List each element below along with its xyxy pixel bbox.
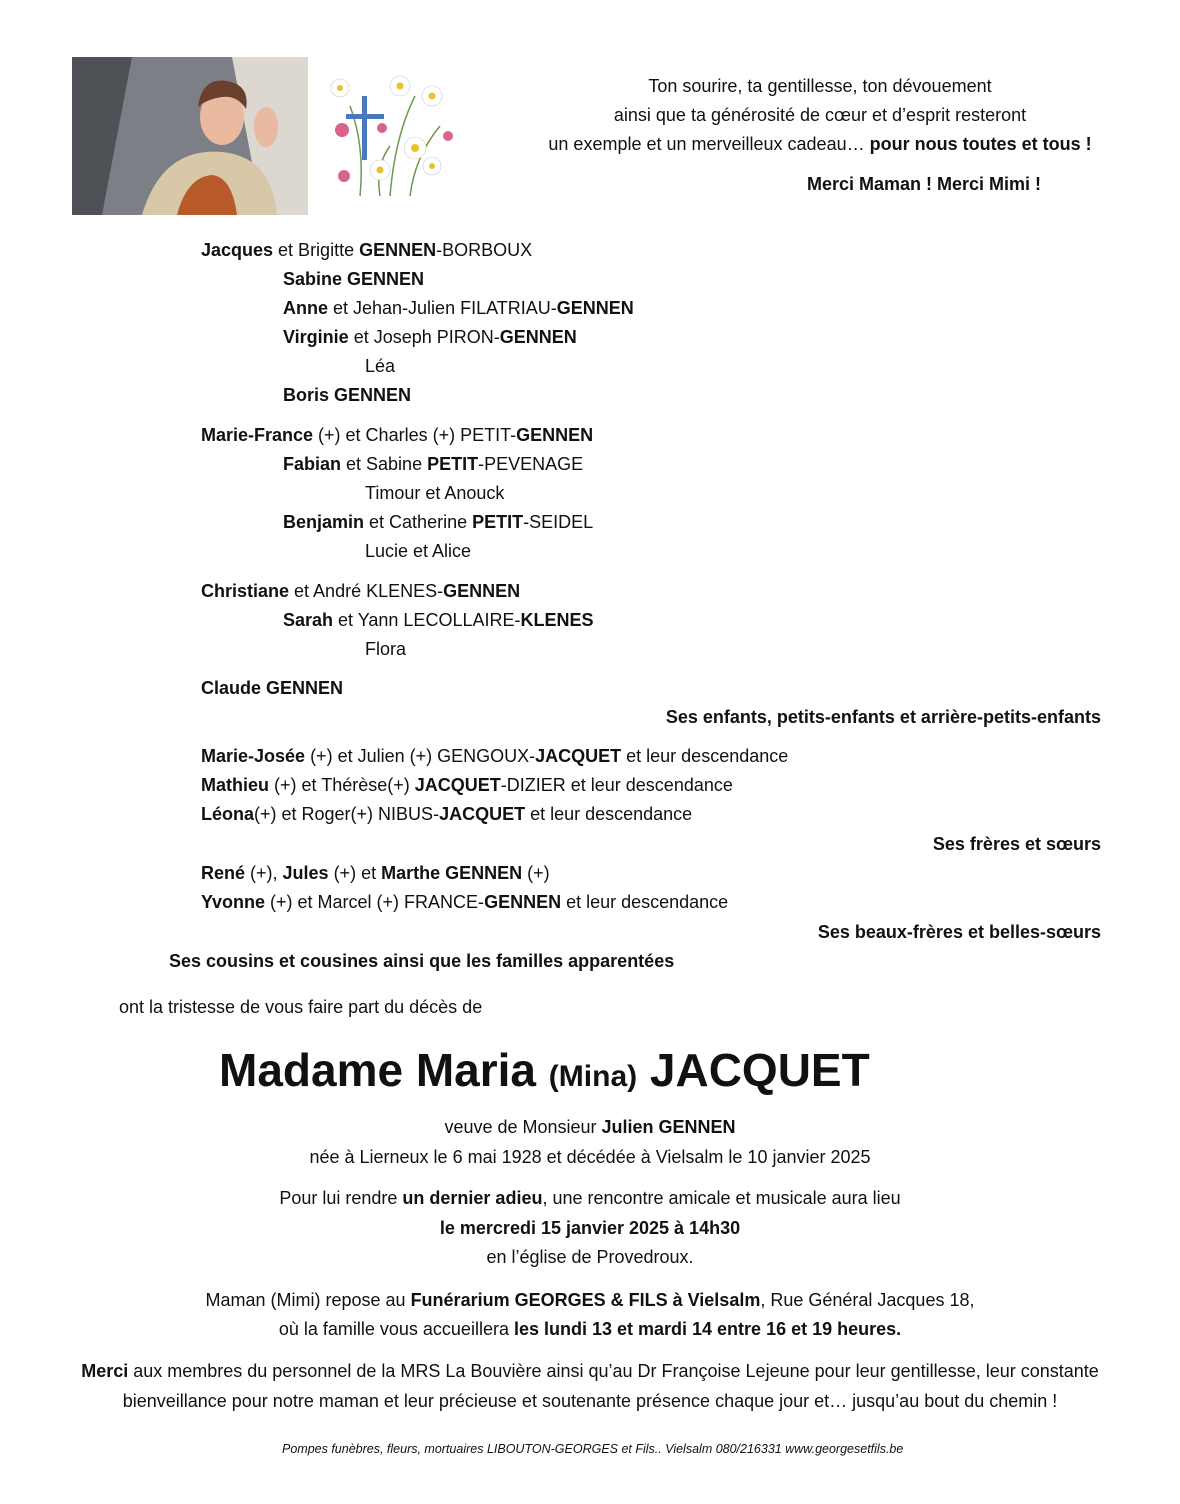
thanks-line-2: bienveillance pour notre maman et leur précieuse et soutenante présence chaque jour et… jusqu’au bout du chemin ! (122, 1391, 1058, 1411)
ceremony-place: en l’église de Provedroux. (486, 1247, 694, 1267)
family-line: Virginie et Joseph PIRON-GENNEN (283, 327, 577, 347)
cousins-line: Ses cousins et cousines ainsi que les familles apparentées (169, 951, 675, 971)
birth-death-line: née à Lierneux le 6 mai 1928 et décédée à Vielsalm le 10 janvier 2025 (309, 1147, 871, 1167)
family-line: Christiane et André KLENES-GENNEN (201, 581, 521, 601)
family-line: Timour et Anouck (365, 483, 505, 503)
intro-line: ont la tristesse de vous faire part du décès de (119, 997, 483, 1017)
quote-line-1: Ton sourire, ta gentillesse, ton dévouement (648, 76, 992, 96)
inlaw-line: René (+), Jules (+) et Marthe GENNEN (+) (201, 863, 550, 883)
group-caption-children: Ses enfants, petits-enfants et arrière-petits-enfants (665, 707, 1101, 727)
quote-line-3: un exemple et un merveilleux cadeau… pour nous toutes et tous ! (548, 134, 1092, 154)
widow-line: veuve de Monsieur Julien GENNEN (444, 1117, 736, 1137)
sibling-line: Mathieu (+) et Thérèse(+) JACQUET-DIZIER et leur descendance (201, 775, 733, 795)
family-line: Claude GENNEN (201, 678, 344, 698)
family-line: Flora (365, 639, 407, 659)
farewell-line: Pour lui rendre un dernier adieu, une rencontre amicale et musicale aura lieu (279, 1188, 901, 1208)
quote-line-2: ainsi que ta générosité de cœur et d’esprit resteront (613, 105, 1027, 125)
group-caption-inlaws: Ses beaux-frères et belles-sœurs (817, 922, 1101, 942)
family-line: Marie-France (+) et Charles (+) PETIT-GENNEN (201, 425, 594, 445)
inlaw-line: Yvonne (+) et Marcel (+) FRANCE-GENNEN et leur descendance (201, 892, 729, 912)
flower-cross-icon (320, 66, 460, 198)
family-line: Fabian et Sabine PETIT-PEVENAGE (283, 454, 584, 474)
portrait-photo (72, 57, 308, 215)
funerarium-line: Maman (Mimi) repose au Funérarium GEORGES & FILS à Vielsalm, Rue Général Jacques 18, (205, 1290, 975, 1310)
deceased-name: Madame Maria (Mina) JACQUET (219, 1044, 870, 1096)
family-line: Léa (365, 356, 396, 376)
merci-line: Merci Maman ! Merci Mimi ! (807, 174, 1042, 194)
family-line: Benjamin et Catherine PETIT-SEIDEL (283, 512, 594, 532)
sibling-line: Marie-Josée (+) et Julien (+) GENGOUX-JACQUET et leur descendance (201, 746, 789, 766)
family-line: Lucie et Alice (365, 541, 472, 561)
footer-credit: Pompes funèbres, fleurs, mortuaires LIBOUTON-GEORGES et Fils.. Vielsalm 080/216331 www.georgesetfils.be (282, 1442, 904, 1456)
ceremony-date: le mercredi 15 janvier 2025 à 14h30 (439, 1218, 741, 1238)
family-line: Jacques et Brigitte GENNEN-BORBOUX (201, 240, 533, 260)
family-line: Sabine GENNEN (283, 269, 425, 289)
portrait-illustration (72, 57, 308, 215)
visiting-hours-line: où la famille vous accueillera les lundi 13 et mardi 14 entre 16 et 19 heures. (278, 1319, 902, 1339)
thanks-line-1: Merci aux membres du personnel de la MRS La Bouvière ainsi qu’au Dr Françoise Lejeune pour leur gentillesse, leur constante (81, 1361, 1099, 1381)
sibling-line: Léona(+) et Roger(+) NIBUS-JACQUET et leur descendance (201, 804, 693, 824)
family-line: Anne et Jehan-Julien FILATRIAU-GENNEN (283, 298, 634, 318)
family-line: Boris GENNEN (283, 385, 412, 405)
group-caption-siblings: Ses frères et sœurs (932, 834, 1101, 854)
family-line: Sarah et Yann LECOLLAIRE-KLENES (283, 610, 594, 630)
